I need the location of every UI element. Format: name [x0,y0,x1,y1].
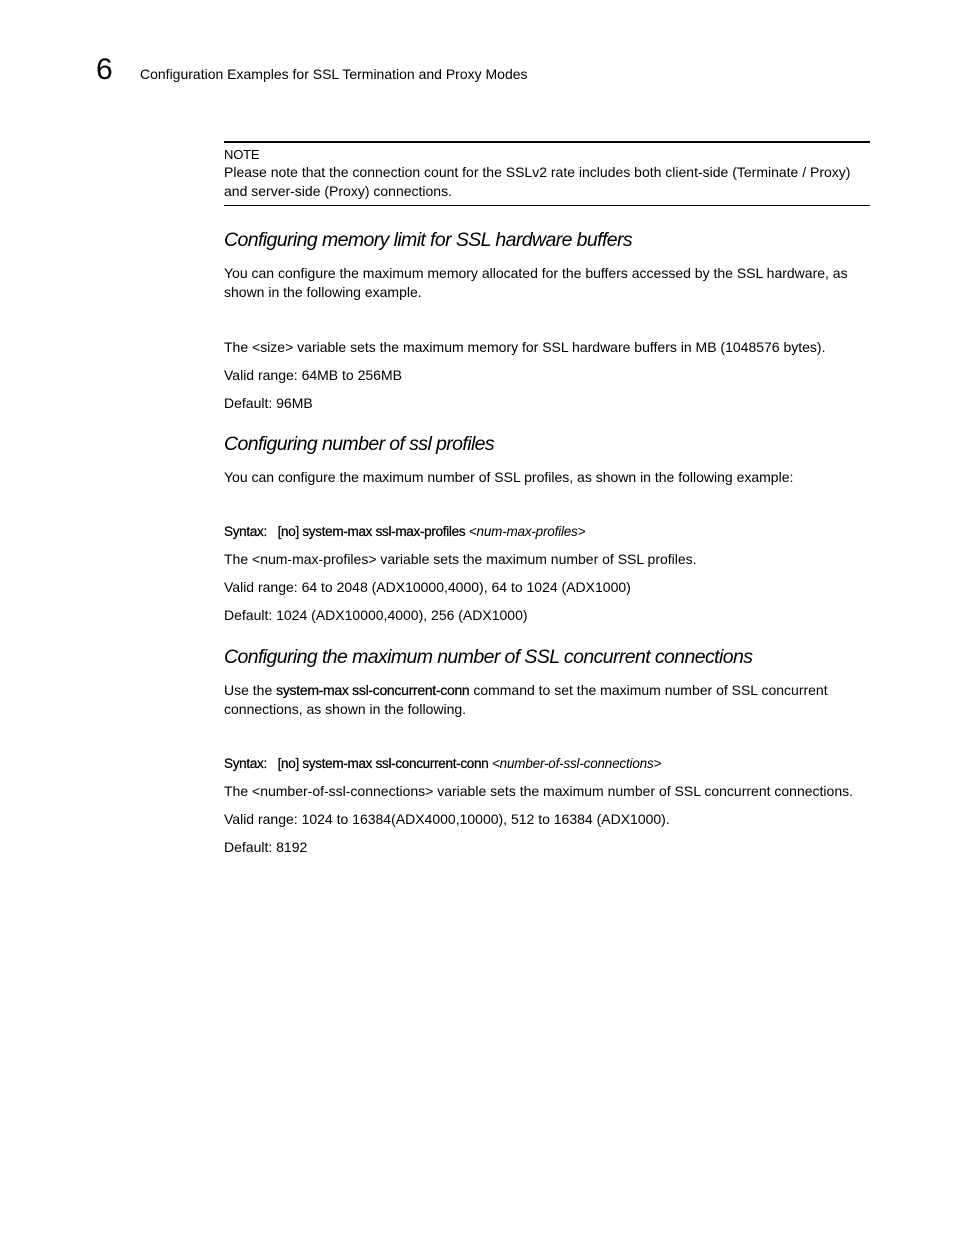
syntax-parameter: <number-of-ssl-connections> [491,756,662,771]
section-heading-concurrent-connections: Configuring the maximum number of SSL concurrent connections [224,646,753,668]
syntax-line [224,523,870,541]
section-intro: You can configure the maximum number of SSL profiles, as shown in the following example: [224,469,794,485]
syntax-command: [no] system-max ssl-concurrent-conn [277,756,489,771]
note-text: Please note that the connection count for the SSLv2 rate includes both client-side (Terminate / Proxy) and server-side (Proxy) connections. [224,164,851,199]
intro-prefix: Use the [224,682,273,698]
intro-command: system-max ssl-concurrent-conn [276,682,470,698]
default-value: Default: 8192 [224,839,308,855]
variable-description: The <num-max-profiles> variable sets the maximum number of SSL profiles. [224,551,697,567]
section-intro: You can configure the maximum memory allocated for the buffers accessed by the SSL hardware, as shown in the following example. [224,265,848,300]
section-intro [224,681,870,719]
valid-range: Valid range: 64MB to 256MB [224,367,402,383]
note-label: NOTE [224,147,260,162]
running-header: Configuration Examples for SSL Termination and Proxy Modes [140,66,528,82]
note-box [224,141,870,206]
syntax-line [224,755,870,773]
chapter-number: 6 [96,53,113,86]
section-heading-memory-limit: Configuring memory limit for SSL hardware buffers [224,229,633,251]
default-value: Default: 96MB [224,395,313,411]
page-content [224,141,870,857]
syntax-label: Syntax: [224,524,267,539]
syntax-label: Syntax: [224,756,267,771]
syntax-parameter: <num-max-profiles> [468,524,586,539]
section-heading-ssl-profiles: Configuring number of ssl profiles [224,433,495,455]
variable-description: The <number-of-ssl-connections> variable sets the maximum number of SSL concurrent connections. [224,783,854,799]
default-value: Default: 1024 (ADX10000,4000), 256 (ADX1000) [224,607,528,623]
syntax-command: [no] system-max ssl-max-profiles [277,524,466,539]
intro-suffix: command to set the maximum number of SSL concurrent connections, as shown in the following. [224,682,828,717]
valid-range: Valid range: 64 to 2048 (ADX10000,4000), 64 to 1024 (ADX1000) [224,579,631,595]
variable-description: The <size> variable sets the maximum memory for SSL hardware buffers in MB (1048576 bytes). [224,339,826,355]
valid-range: Valid range: 1024 to 16384(ADX4000,10000), 512 to 16384 (ADX1000). [224,811,670,827]
